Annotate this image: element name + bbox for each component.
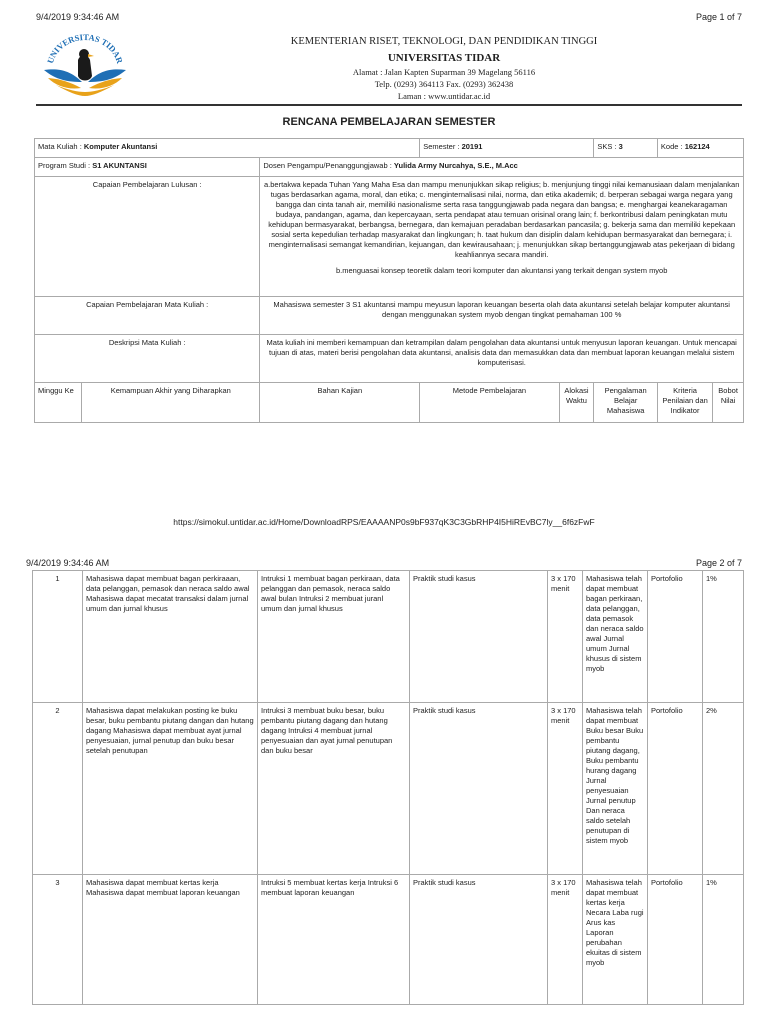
website: Laman : www.untidar.ac.id <box>397 91 491 101</box>
pengalaman-cell: Mahasiswa telah dapat membuat kertas kerja Necara Laba rugi Arus kas Laporan perubahan ekuitas di sistem myob <box>583 875 648 1005</box>
pengalaman-cell: Mahasiswa telah dapat membuat Buku besar Buku pembantu piutang dagang, Buku pembantu hurang dagang Jurnal penyesuaian Jurnal penutup Dan neraca saldo setelah penutupan di sistem myob <box>583 703 648 875</box>
kriteria-cell: Portofolio <box>648 703 703 875</box>
waktu-cell: 3 x 170 menit <box>548 875 583 1005</box>
bobot-cell: 1% <box>703 875 744 1005</box>
col-header-bobot: Bobot Nilai <box>713 383 744 423</box>
print-timestamp: 9/4/2019 9:34:46 AM <box>36 12 120 22</box>
cpl-text-a: a.bertakwa kepada Tuhan Yang Maha Esa dan mampu menunjukkan sikap religius; b. menjunjung tinggi nilai kemanusiaan dalam menjalankan tugas berdasarkan agama, moral, dan etika; c. menginternalisasi nilai, norma, dan etika akademik; d. berperan sebagai warga negara yang bangga dan cinta tanah air, memiliki nasionalisme serta rasa tanggungjawab pada negara dan bangsa; e. menghargai keanekaragaman budaya, pandangan, agama, dan kepercayaan, serta pendapat atau temuan orisinal orang lain; f. berkontribusi dalam peningkatan mutu kehidupan bermasyarakat, berbangsa, bernegara, dan kemajuan peradaban berdasarkan pancasila; g. bekerja sama dan memiliki kepekaan sosial serta kepedulian terhadap masyarakat dan lingkungan; h. taat hukum dan disiplin dalam kehidupan bermasyarakat dan bernegara; i. menginternalisasi semangat kemandirian, kejuangan, dan kewirausahaan; j. menunjukkan sikap bertanggungjawab atas pekerjaan di bidang keahliannya secara mandiri. <box>263 180 740 259</box>
col-header-pengalaman: Pengalaman Belajar Mahasiswa <box>594 383 658 423</box>
kriteria-cell: Portofolio <box>648 571 703 703</box>
mata-kuliah-cell: Mata Kuliah : Komputer Akuntansi <box>35 139 420 158</box>
cpl-text-b: b.menguasai konsep teoretik dalam teori komputer dan akuntansi yang terkait dengan system myob <box>335 266 668 275</box>
table-row <box>33 703 744 875</box>
print-timestamp-page2: 9/4/2019 9:34:46 AM <box>26 558 110 568</box>
dosen-cell: Dosen Pengampu/Penanggungjawab : Yulida Army Nurcahya, S.E., M.Acc <box>260 158 744 177</box>
sks-cell: SKS : 3 <box>594 139 658 158</box>
ministry-name: KEMENTERIAN RISET, TEKNOLOGI, DAN PENDIDIKAN TINGGI <box>290 36 598 47</box>
col-header-alokasi: Alokasi Waktu <box>559 383 594 423</box>
metode-cell: Praktik studi kasus <box>410 703 548 875</box>
pengalaman-cell: Mahasiswa telah dapat membuat bagan perkiraan, data pelanggan, data pemasok dan neraca saldo awal Jurnal umum Jurnal khusus di sistem myob <box>583 571 648 703</box>
document-url[interactable]: https://simokul.untidar.ac.id/Home/DownloadRPS/EAAAANP0s9bF937qK3C3GbRHP4I5HiREvBC7ly__6f6zFwF <box>173 517 595 527</box>
program-studi-cell: Program Studi : S1 AKUNTANSI <box>35 158 260 177</box>
col-header-kemampuan: Kemampuan Akhir yang Diharapkan <box>82 383 260 423</box>
address: Alamat : Jalan Kapten Suparman 39 Magelang 56116 <box>352 67 536 77</box>
table-row <box>33 875 744 1005</box>
cpmk-label: Capaian Pembelajaran Mata Kuliah : <box>35 297 260 335</box>
metode-cell: Praktik studi kasus <box>410 875 548 1005</box>
col-header-bahan: Bahan Kajian <box>260 383 420 423</box>
document-title: RENCANA PEMBELAJARAN SEMESTER <box>282 116 496 128</box>
cpmk-text: Mahasiswa semester 3 S1 akuntansi mampu meyusun laporan keuangan beserta olah data akuntansi setelah belajar komputer akuntansi dengan menggunakan system myob dengan tingkat pemahaman 100 % <box>260 297 744 335</box>
kemampuan-cell: Mahasiswa dapat membuat bagan perkiraaan, data pelanggan, pemasok dan neraca saldo awal Mahasiswa dapat mecatat transaksi dalam jurnal umum dan jurnal khusus <box>83 571 258 703</box>
kemampuan-cell: Mahasiswa dapat membuat kertas kerja Mahasiswa dapat membuat laporan keuangan <box>83 875 258 1005</box>
waktu-cell: 3 x 170 menit <box>548 703 583 875</box>
col-header-metode: Metode Pembelajaran <box>420 383 559 423</box>
cpl-content <box>260 177 744 297</box>
phone-fax: Telp. (0293) 364113 Fax. (0293) 362438 <box>374 79 514 89</box>
cpl-label: Capaian Pembelajaran Lulusan : <box>35 177 260 297</box>
bobot-cell: 1% <box>703 571 744 703</box>
col-header-kriteria: Kriteria Penilaian dan Indikator <box>657 383 712 423</box>
bahan-cell: Intruksi 5 membuat kertas kerja Intruksi 6 membuat laporan keuangan <box>258 875 410 1005</box>
week-number: 1 <box>33 571 83 703</box>
table-row <box>33 571 744 703</box>
page-number-page2: Page 2 of 7 <box>695 558 742 568</box>
waktu-cell: 3 x 170 menit <box>548 571 583 703</box>
week-number: 3 <box>33 875 83 1005</box>
semester-cell: Semester : 20191 <box>420 139 594 158</box>
deskripsi-text: Mata kuliah ini memberi kemampuan dan ketrampilan dalam pengolahan data akuntansi untuk menyusun laporan keuangan. Untuk mencapai tujuan di atas, materi berisi pengolahan data akuntansi, analisis data dan memasukkan data dan membuat laporan keuangan melalui sistem komputerisasi. <box>260 335 744 383</box>
bahan-cell: Intruksi 3 membuat buku besar, buku pembantu piutang dagang dan hutang dagang Intruksi 4 membuat jurnal penyesuaian dan ayat jurnal penutupan dan buku besar <box>258 703 410 875</box>
bobot-cell: 2% <box>703 703 744 875</box>
rps-info-table <box>34 138 744 423</box>
deskripsi-label: Deskripsi Mata Kuliah : <box>35 335 260 383</box>
header-divider <box>36 104 742 106</box>
kode-cell: Kode : 162124 <box>657 139 743 158</box>
bahan-cell: Intruksi 1 membuat bagan perkiraan, data pelanggan dan pemasok, neraca saldo awal bulan Intruksi 2 membuat juranl umum dan jurnal khusus <box>258 571 410 703</box>
university-logo <box>38 30 132 100</box>
page-number: Page 1 of 7 <box>695 12 742 22</box>
kemampuan-cell: Mahasiswa dapat melakukan posting ke buku besar, buku pembantu piutang dangan dan hutang dagang Mahasiswa dapat membuat ayat jurnal penyesuaian, jurnal penutup dan buku besar setelah penutupan <box>83 703 258 875</box>
logo-text: UNIVERSITAS TIDAR <box>44 31 126 65</box>
col-header-minggu: Minggu Ke <box>35 383 82 423</box>
rps-weekly-table <box>32 570 744 1005</box>
metode-cell: Praktik studi kasus <box>410 571 548 703</box>
university-name: UNIVERSITAS TIDAR <box>387 52 501 64</box>
kriteria-cell: Portofolio <box>648 875 703 1005</box>
week-number: 2 <box>33 703 83 875</box>
